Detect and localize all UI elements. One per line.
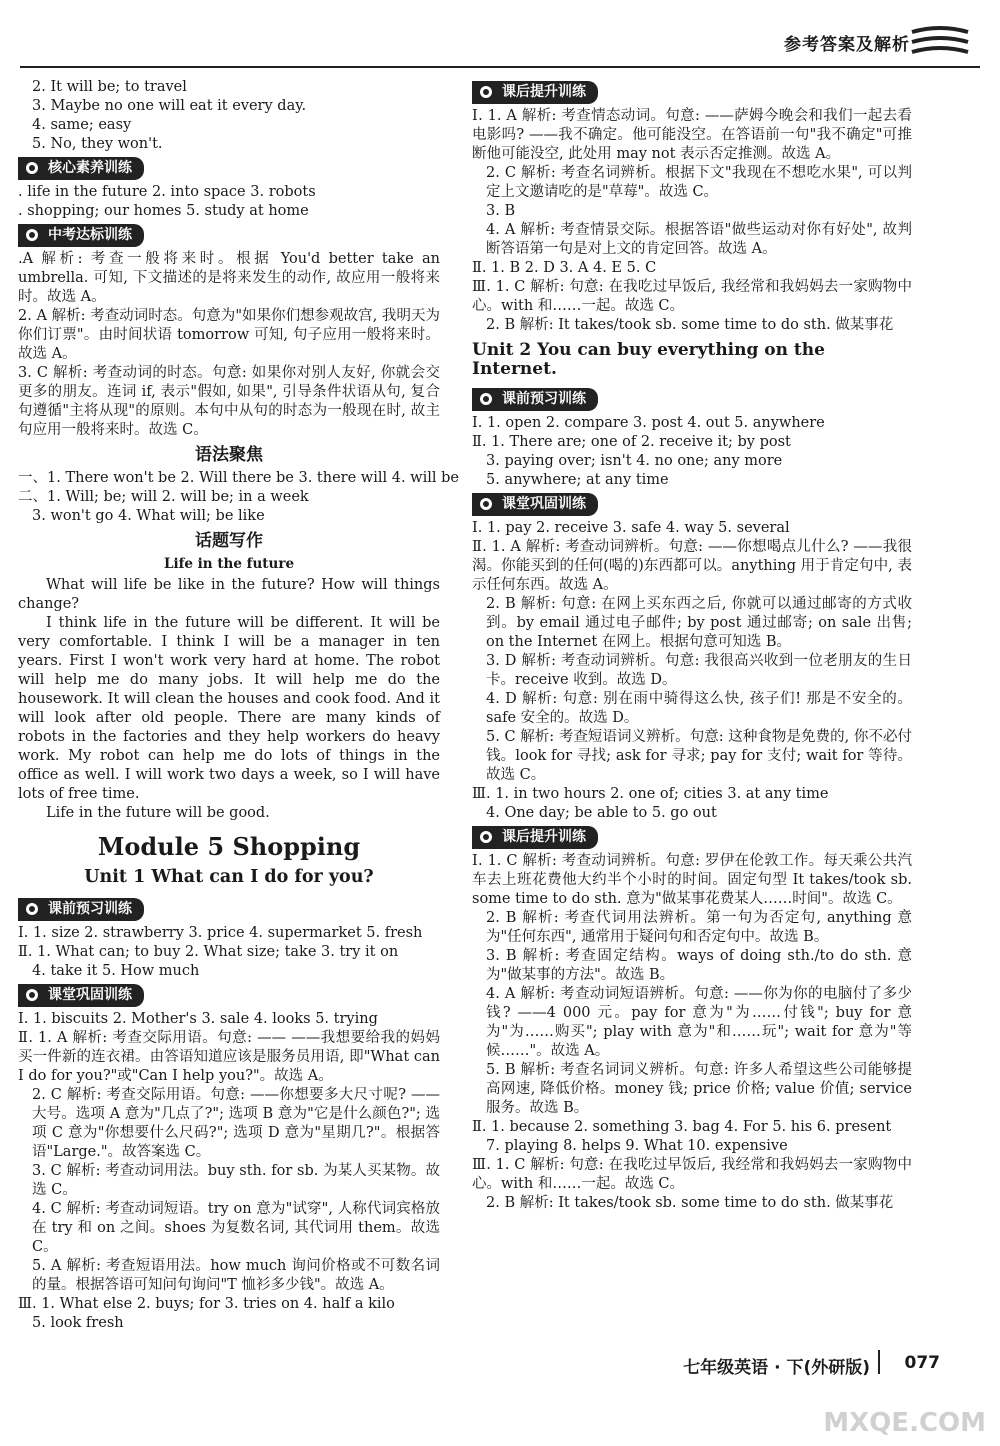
explanation-paragraph: 4. D 解析: 句意: 别在雨中骑得这么快, 孩子们! 那是不安全的。safe 安全的。故选 D。: [486, 691, 912, 726]
explanation-paragraph: 2. B 解析: It takes/took sb. some time to do sth. 做某事花: [486, 317, 894, 333]
essay-paragraph: Life in the future will be good.: [46, 805, 270, 821]
answer-line: 一、1. There won't be 2. Will there be 3. there will 4. will be: [18, 470, 459, 486]
answer-line: . life in the future 2. into space 3. robots: [18, 184, 316, 200]
writing-heading: 话题写作: [195, 531, 263, 551]
page-header-title: 参考答案及解析: [784, 35, 910, 55]
explanation-paragraph: 5. C 解析: 考查短语词义辨析。句意: 这种食物是免费的, 你不必付钱。look for 寻找; ask for 寻求; pay for 支付; wait for 等待。故选 C。: [486, 729, 912, 783]
right-column: [472, 78, 912, 1213]
module-title: Module 5 Shopping: [97, 832, 361, 861]
explanation-paragraph: Ⅰ. 1. C 解析: 考查动词辨析。句意: 罗伊在伦敦工作。每天乘公共汽车去上班花费他大约半个小时的时间。固定句型 It takes/took sb. some time to do sth. 意为"做某事花费某人……时间"。故选 C。: [472, 853, 912, 907]
header-rule: [20, 66, 980, 68]
answer-line: 二、1. Will; be; will 2. will be; in a week: [18, 489, 309, 505]
explanation-paragraph: Ⅰ. 1. A 解析: 考查情态动词。句意: ——萨姆今晚会和我们一起去看电影吗? ——我不确定。他可能没空。在答语前一句"我不确定"可推断他可能没空, 此处用 may not 表示否定推测。故选 A。: [472, 108, 912, 162]
explanation-paragraph: 4. A 解析: 考查动词短语辨析。句意: ——你为你的电脑付了多少钱? ——4 000 元。pay for 意为"为……付钱"; buy for 意为"为……购买"; play with 意为"和……玩"; wait for 意为"等候……"。故选 A。: [486, 986, 912, 1059]
section-banner-preview: 课前预习训练: [472, 388, 598, 411]
answer-line: Ⅱ. 1. What can; to buy 2. What size; take 3. try it on: [18, 944, 399, 960]
section-banner-preview: 课前预习训练: [18, 898, 144, 921]
explanation-paragraph: 5. A 解析: 考查短语用法。how much 询问价格或不可数名词的量。根据答语可知问句询问"T 恤衫多少钱"。故选 A。: [32, 1258, 440, 1293]
explanation-paragraph: 2. B 解析: 句意: 在网上买东西之后, 你就可以通过邮寄的方式收到。by email 通过电子邮件; by post 通过邮寄; on sale 出售; on the Internet 在网上。根据句意可知选 B。: [486, 596, 912, 650]
section-banner-after: 课后提升训练: [472, 81, 598, 104]
section-banner-exam: 中考达标训练: [18, 224, 144, 247]
footer-book-label: 七年级英语 · 下(外研版): [683, 1358, 870, 1378]
explanation-paragraph: 3. C 解析: 考查动词用法。buy sth. for sb. 为某人买某物。故选 C。: [32, 1163, 440, 1198]
essay-title: Life in the future: [163, 556, 295, 572]
explanation-paragraph: .A 解析: 考查一般将来时。根据 You'd better take an umbrella. 可知, 下文描述的是将来发生的动作, 故应用一般将来时。故选 A。: [18, 251, 440, 305]
answer-line: 4. One day; be able to 5. go out: [486, 805, 717, 821]
essay-paragraph: I think life in the future will be different. It will be very comfortable. I think I will be a manager in ten years. First I won't work very hard at home. The robot will help me do many jobs. It will help me do the housework. It will clean the houses and cook food. And it will look after old people. There are many kinds of robots in the factories and they help workers do heavy work. My robot can help me do lots of things in the office as well. I will work two days a week, so I will have lots of free time.: [18, 615, 440, 802]
explanation-paragraph: 4. A 解析: 考查情景交际。根据答语"做些运动对你有好处", 故判断答语第一句是对上文的肯定回答。故选 A。: [486, 222, 912, 257]
explanation-paragraph: 2. C 解析: 考查交际用语。句意: ——你想要多大尺寸呢? ——大号。选项 A 意为"几点了?"; 选项 B 意为"它是什么颜色?"; 选项 C 意为"你想要什么尺码?"; 选项 D 意为"星期几?"。根据答语"Large."。故答案选 C。: [32, 1087, 440, 1160]
explanation-paragraph: Ⅱ. 1. A 解析: 考查动词辨析。句意: ——你想喝点儿什么? ——我很渴。你能买到的任何(喝的)东西都可以。anything 用于肯定句中, 表示任何东西。故选 A。: [472, 539, 912, 593]
grammar-heading: 语法聚焦: [195, 445, 263, 465]
explanation-paragraph: 4. C 解析: 考查动词短语。try on 意为"试穿", 人称代词宾格放在 try 和 on 之间。shoes 为复数名词, 其代词用 them。故选 C。: [32, 1201, 440, 1255]
explanation-paragraph: 2. A 解析: 考查动词时态。句意为"如果你们想参观故宫, 我明天为你们订票"。由时间状语 tomorrow 可知, 句子应用一般将来时。故选 A。: [18, 308, 440, 362]
explanation-paragraph: 2. B 解析: 考查代词用法辨析。第一句为否定句, anything 意为"任何东西", 通常用于疑问句和否定句中。故选 B。: [486, 910, 912, 945]
header-swoosh-icon: [910, 22, 972, 66]
answer-line: Ⅰ. 1. pay 2. receive 3. safe 4. way 5. several: [472, 520, 790, 536]
unit-title: Unit 2 You can buy everything on the Internet.: [472, 340, 825, 379]
answer-line: 7. playing 8. helps 9. What 10. expensive: [486, 1138, 788, 1154]
explanation-paragraph: 2. B 解析: It takes/took sb. some time to do sth. 做某事花: [486, 1195, 894, 1211]
answer-line: 5. look fresh: [32, 1315, 124, 1331]
page-number: 077: [904, 1353, 940, 1373]
explanation-paragraph: 5. B 解析: 考查名词词义辨析。句意: 许多人希望这些公司能够提高网速, 降低价格。money 钱; price 价格; value 价值; service 服务。故选 B。: [486, 1062, 912, 1116]
answer-line: 4. take it 5. How much: [32, 963, 200, 979]
explanation-paragraph: 3. D 解析: 考查动词辨析。句意: 我很高兴收到一位老朋友的生日卡。receive 收到。故选 D。: [486, 653, 912, 688]
answer-line: Ⅰ. 1. size 2. strawberry 3. price 4. supermarket 5. fresh: [18, 925, 423, 941]
explanation-paragraph: 3. B 解析: 考查固定结构。ways of doing sth./to do sth. 意为"做某事的方法"。故选 B。: [486, 948, 912, 983]
section-banner-class: 课堂巩固训练: [472, 493, 598, 516]
explanation-paragraph: 3. C 解析: 考查动词的时态。句意: 如果你对别人友好, 你就会交更多的朋友。连词 if, 表示"假如, 如果", 引导条件状语从句, 复合句遵循"主将从现"的原则。本句中从句的时态为一般现在时, 故主句应用一般将来时。故选 C。: [18, 365, 440, 438]
answer-line: 3. Maybe no one will eat it every day.: [32, 98, 307, 114]
answer-line: 3. paying over; isn't 4. no one; any more: [486, 453, 783, 469]
answer-line: . shopping; our homes 5. study at home: [18, 203, 309, 219]
explanation-paragraph: 2. C 解析: 考查名词辨析。根据下文"我现在不想吃水果", 可以判定上文邀请吃的是"草莓"。故选 C。: [486, 165, 912, 200]
answer-line: Ⅰ. 1. biscuits 2. Mother's 3. sale 4. looks 5. trying: [18, 1011, 378, 1027]
answer-line: 2. It will be; to travel: [32, 79, 187, 95]
explanation-paragraph: Ⅲ. 1. C 解析: 句意: 在我吃过早饭后, 我经常和我妈妈去一家购物中心。with 和……一起。故选 C。: [472, 279, 912, 314]
answer-line: Ⅰ. 1. open 2. compare 3. post 4. out 5. anywhere: [472, 415, 825, 431]
answer-line: 5. No, they won't.: [32, 136, 163, 152]
answer-line: Ⅲ. 1. What else 2. buys; for 3. tries on 4. half a kilo: [18, 1296, 395, 1312]
explanation-paragraph: 3. B: [486, 203, 516, 219]
left-column: [18, 78, 459, 1333]
watermark: [816, 1348, 986, 1438]
explanation-paragraph: Ⅱ. 1. A 解析: 考查交际用语。句意: —— ——我想要给我的妈妈买一件新的连衣裙。由答语知道应该是服务员用语, 即"What can I do for you?"或"Can I help you?"。故选 A。: [18, 1030, 440, 1084]
answer-line: 4. same; easy: [32, 117, 132, 133]
answer-line: Ⅱ. 1. There are; one of 2. receive it; by post: [472, 434, 791, 450]
watermark-text: MXQE.COM: [823, 1408, 986, 1438]
explanation-paragraph: Ⅲ. 1. C 解析: 句意: 在我吃过早饭后, 我经常和我妈妈去一家购物中心。with 和……一起。故选 C。: [472, 1157, 912, 1192]
section-banner-class: 课堂巩固训练: [18, 984, 144, 1007]
answer-line: Ⅲ. 1. in two hours 2. one of; cities 3. at any time: [472, 786, 829, 802]
essay-paragraph: What will life be like in the future? How will things change?: [18, 577, 440, 612]
section-banner-core: 核心素养训练: [18, 157, 144, 180]
top-answers: [18, 78, 440, 154]
unit-title: Unit 1 What can I do for you?: [84, 867, 374, 887]
section-banner-after: 课后提升训练: [472, 826, 598, 849]
answer-line: 5. anywhere; at any time: [486, 472, 669, 488]
answer-line: Ⅱ. 1. B 2. D 3. A 4. E 5. C: [472, 260, 657, 276]
answer-line: Ⅱ. 1. because 2. something 3. bag 4. For 5. his 6. present: [472, 1119, 892, 1135]
answer-line: 3. won't go 4. What will; be like: [32, 508, 265, 524]
